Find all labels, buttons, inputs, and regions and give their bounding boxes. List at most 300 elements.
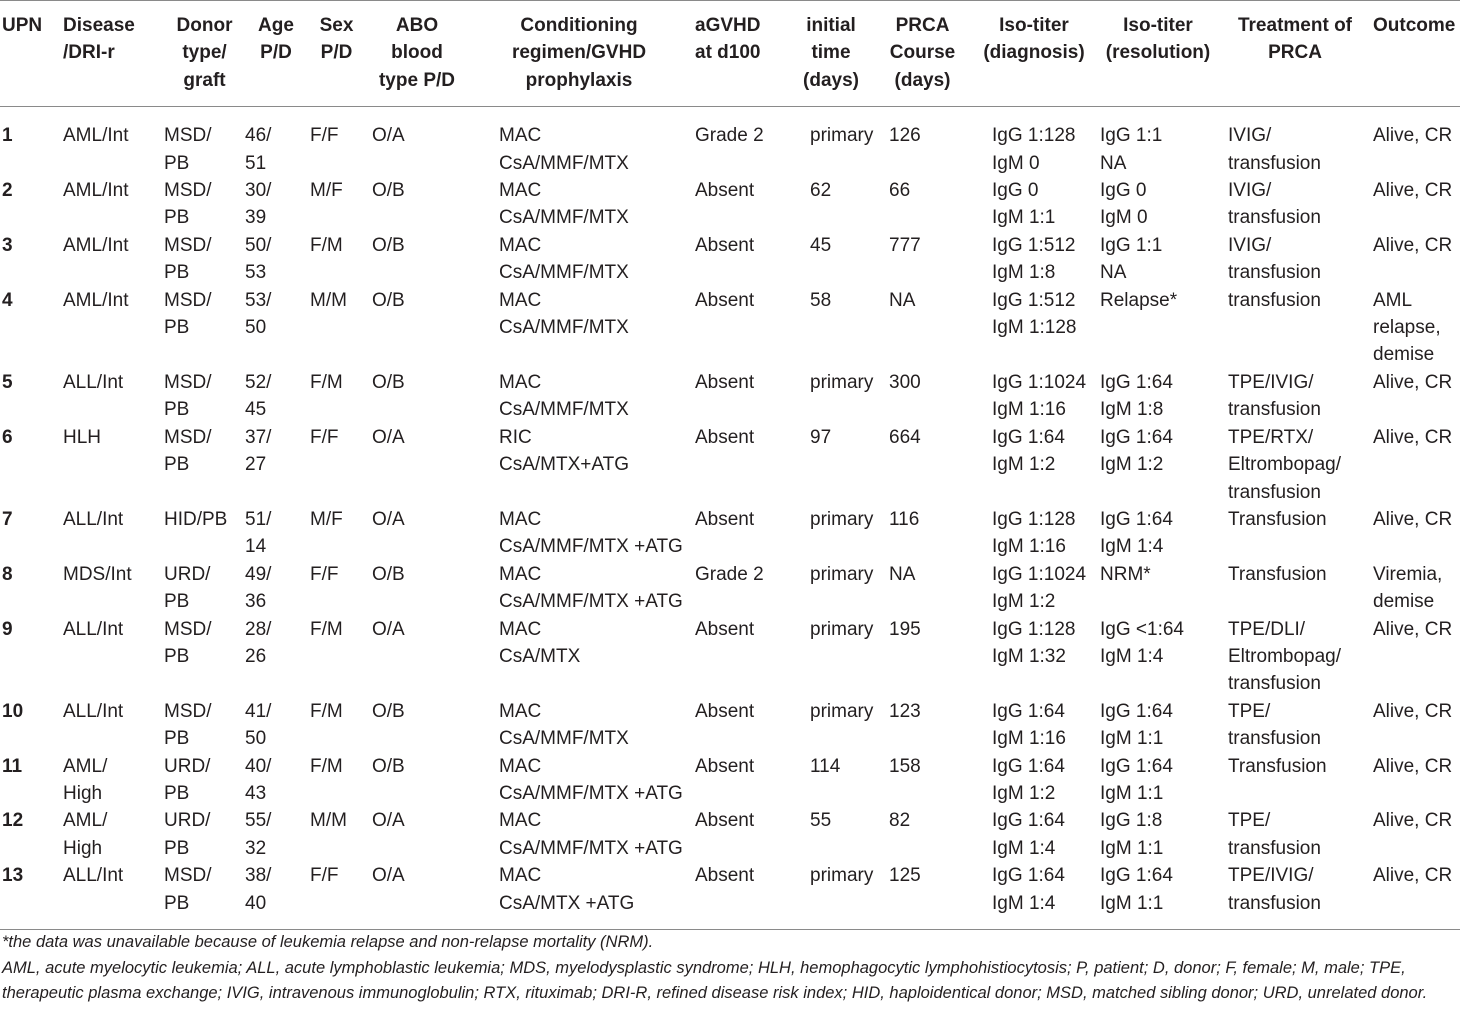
cell-iso-titer-resolution (1094, 177, 1222, 232)
cell-initial-time (791, 616, 874, 698)
cell-line: Alive, CR (1373, 234, 1453, 256)
cell-donor (159, 232, 245, 287)
cell-line: 49/ (245, 563, 272, 585)
cell-line: CsA/MMF/MTX (499, 207, 629, 229)
cell-initial-time (791, 232, 871, 287)
cell-line: M/F (310, 508, 343, 530)
cell-treatment (1222, 862, 1368, 929)
header-line: type P/D (378, 69, 456, 91)
cell-line: AML/Int (63, 289, 129, 311)
cell-line: RIC (499, 426, 532, 448)
cell-donor (159, 616, 245, 698)
cell-line: F/F (310, 865, 339, 887)
cell-iso-titer-diagnosis (974, 753, 1094, 808)
header-line: P/D (260, 42, 292, 64)
cell-line: Absent (695, 426, 755, 448)
cell-line: 40 (245, 892, 267, 914)
header-treatment (1222, 0, 1368, 107)
cell-line: Relapse* (1100, 289, 1178, 311)
cell-line: CsA/MMF/MTX (499, 262, 629, 284)
cell-line: Absent (695, 865, 755, 887)
cell-line: NRM* (1100, 563, 1151, 585)
cell-line: Transfusion (1228, 563, 1327, 585)
cell-line: O/A (372, 810, 405, 832)
cell-iso-titer-resolution (1094, 753, 1222, 808)
cell-line: MAC (499, 371, 542, 393)
cell-line: F/F (310, 426, 339, 448)
cell-line: primary (810, 125, 874, 147)
cell-line: MAC (499, 234, 542, 256)
cell-upn (0, 753, 58, 808)
cell-donor (159, 698, 245, 753)
cell-line: IgM 1:4 (992, 892, 1056, 914)
cell-abo (366, 232, 468, 287)
cell-line: TPE/IVIG/ (1228, 865, 1314, 887)
cell-line: IgG 1:64 (1100, 426, 1173, 448)
cell-upn (0, 424, 58, 506)
cell-outcome (1368, 753, 1460, 808)
cell-line: 125 (889, 865, 921, 887)
cell-initial-time (791, 561, 874, 616)
cell-age (245, 616, 307, 698)
cell-line: IgG 1:128 (992, 508, 1076, 530)
cell-line: Absent (695, 810, 755, 832)
cell-line: transfusion (1228, 673, 1321, 695)
header-line: Donor (176, 15, 233, 36)
cell-line: primary (810, 865, 874, 887)
cell-agvhd (690, 561, 791, 616)
cell-disease (58, 177, 159, 232)
cell-line: O/A (372, 618, 405, 640)
cell-conditioning (468, 616, 690, 698)
cell-line: Alive, CR (1373, 180, 1453, 202)
cell-line: 195 (889, 618, 921, 640)
upn-value: 8 (2, 563, 13, 585)
cell-line: IgM 1:2 (1100, 454, 1164, 476)
cell-outcome (1368, 107, 1460, 177)
cell-conditioning (468, 369, 690, 424)
header-line: Treatment of (1237, 15, 1353, 36)
cell-age (245, 369, 307, 424)
cell-line: 28/ (245, 618, 272, 640)
cell-line: IVIG/ (1228, 180, 1272, 202)
cell-iso-titer-diagnosis (974, 177, 1094, 232)
upn-value: 13 (2, 865, 24, 887)
cell-conditioning (468, 807, 690, 862)
cell-line: MSD/ (164, 618, 212, 640)
header-agvhd (690, 0, 791, 107)
header-line: PRCA (1268, 42, 1322, 64)
cell-upn (0, 232, 58, 287)
cell-line: NA (1100, 262, 1127, 284)
cell-treatment (1222, 698, 1368, 753)
cell-line: IgG 1:1024 (992, 563, 1087, 585)
cell-line: O/A (372, 508, 405, 530)
header-line: Age (258, 15, 294, 36)
cell-line: MSD/ (164, 426, 212, 448)
cell-line: O/A (372, 125, 405, 147)
cell-sex (307, 561, 366, 616)
cell-line: 46/ (245, 125, 272, 147)
cell-line: IgG 1:64 (1100, 371, 1173, 393)
cell-agvhd (690, 424, 791, 506)
cell-iso-titer-diagnosis (974, 862, 1094, 929)
cell-line: PB (164, 152, 190, 174)
cell-donor (159, 753, 245, 808)
cell-line: Eltrombopag/ (1228, 645, 1342, 667)
cell-line: 27 (245, 454, 267, 476)
cell-donor (159, 561, 245, 616)
cell-line: transfusion (1228, 481, 1321, 503)
cell-sex (307, 616, 366, 698)
cell-line: Alive, CR (1373, 618, 1453, 640)
cell-line: F/M (310, 234, 343, 256)
cell-line: M/F (310, 180, 343, 202)
cell-line: MSD/ (164, 865, 212, 887)
cell-initial-time (791, 107, 874, 177)
cell-line: Absent (695, 289, 755, 311)
cell-upn (0, 506, 58, 561)
cell-treatment (1222, 232, 1368, 287)
upn-value: 5 (2, 371, 13, 393)
cell-initial-time (791, 424, 871, 506)
cell-line: IgG 1:8 (1100, 810, 1163, 832)
table-row (0, 232, 1460, 287)
cell-line: URD/ (164, 755, 211, 777)
cell-line: PB (164, 645, 190, 667)
cell-line: IgM 0 (1100, 207, 1148, 229)
cell-line: transfusion (1228, 399, 1321, 421)
cell-prca-course (871, 232, 974, 287)
cell-line: URD/ (164, 563, 211, 585)
cell-upn (0, 698, 58, 753)
footnote-asterisk: *the data was unavailable because of leukemia relapse and non-relapse mortality (NRM). (2, 933, 654, 951)
header-initial-time (791, 0, 871, 107)
cell-treatment (1222, 506, 1368, 561)
header-line: UPN (2, 15, 43, 36)
cell-line: CsA/MTX (499, 645, 581, 667)
cell-line: IgM 1:1 (1100, 728, 1164, 750)
cell-sex (307, 369, 366, 424)
cell-line: 777 (889, 234, 921, 256)
cell-line: O/B (372, 755, 405, 777)
table-row (0, 287, 1460, 369)
cell-line: M/M (310, 810, 347, 832)
cell-line: F/F (310, 125, 339, 147)
cell-prca-course (871, 506, 974, 561)
header-line: Course (889, 42, 956, 64)
cell-conditioning (468, 287, 690, 369)
table-row (0, 506, 1460, 561)
cell-line: 114 (810, 755, 841, 777)
header-outcome (1368, 0, 1460, 107)
table-row (0, 862, 1460, 929)
header-line: graft (183, 69, 226, 91)
cell-line: Absent (695, 755, 755, 777)
header-disease (58, 0, 159, 107)
header-line: (days) (894, 69, 951, 91)
cell-age (245, 506, 307, 561)
table-row (0, 616, 1460, 698)
cell-line: 55/ (245, 810, 272, 832)
cell-upn (0, 107, 58, 177)
cell-line: MDS/Int (63, 563, 132, 585)
cell-line: Transfusion (1228, 755, 1327, 777)
cell-outcome (1368, 232, 1460, 287)
cell-line: Absent (695, 700, 755, 722)
cell-line: IgM 1:128 (992, 317, 1077, 339)
cell-outcome (1368, 807, 1460, 862)
cell-line: IgG 1:1024 (992, 371, 1087, 393)
cell-age (245, 232, 307, 287)
cell-line: PB (164, 782, 190, 804)
cell-outcome (1368, 698, 1460, 753)
cell-line: IgM 1:4 (992, 837, 1056, 859)
cell-line: IVIG/ (1228, 125, 1272, 147)
cell-line: primary (810, 563, 874, 585)
cell-initial-time (791, 698, 874, 753)
cell-line: 82 (889, 810, 911, 832)
header-line: Conditioning (520, 15, 638, 36)
cell-age (245, 561, 307, 616)
cell-line: 62 (810, 180, 832, 202)
cell-age (245, 424, 307, 506)
cell-disease (58, 107, 159, 177)
cell-upn (0, 561, 58, 616)
cell-line: IgG 1:64 (992, 810, 1065, 832)
cell-outcome (1368, 424, 1460, 506)
header-line: PRCA (895, 15, 950, 36)
cell-agvhd (690, 177, 791, 232)
cell-prca-course (871, 807, 974, 862)
cell-treatment (1222, 369, 1368, 424)
cell-line: 50/ (245, 234, 272, 256)
cell-initial-time (791, 807, 871, 862)
cell-outcome (1368, 561, 1460, 616)
cell-age (245, 107, 307, 177)
cell-line: transfusion (1228, 892, 1321, 914)
cell-age (245, 807, 307, 862)
cell-line: IVIG/ (1228, 234, 1272, 256)
header-line: /DRI-r (63, 42, 115, 64)
cell-line: IgG 1:64 (1100, 508, 1173, 530)
header-line: at d100 (695, 42, 761, 64)
cell-sex (307, 424, 366, 506)
cell-line: O/B (372, 563, 405, 585)
header-line: time (811, 42, 851, 64)
upn-value: 11 (2, 755, 23, 777)
cell-line: MSD/ (164, 125, 212, 147)
cell-line: TPE/RTX/ (1228, 426, 1314, 448)
cell-line: MSD/ (164, 700, 212, 722)
cell-iso-titer-resolution (1094, 807, 1222, 862)
cell-line: IgM 1:8 (1100, 399, 1164, 421)
header-conditioning (468, 0, 690, 107)
cell-line: 45 (810, 234, 832, 256)
cell-line: 55 (810, 810, 832, 832)
cell-line: O/A (372, 426, 405, 448)
cell-line: ALL/Int (63, 508, 124, 530)
cell-line: Viremia, (1373, 563, 1443, 585)
cell-conditioning (468, 753, 690, 808)
cell-iso-titer-resolution (1094, 561, 1222, 616)
cell-initial-time (791, 753, 871, 808)
cell-line: 53 (245, 262, 267, 284)
cell-line: 41/ (245, 700, 272, 722)
cell-conditioning (468, 177, 690, 232)
cell-conditioning (468, 506, 690, 561)
cell-line: 58 (810, 289, 832, 311)
cell-donor (159, 862, 245, 929)
cell-line: ALL/Int (63, 700, 124, 722)
header-prca-course (871, 0, 974, 107)
cell-line: MAC (499, 289, 542, 311)
cell-line: PB (164, 207, 190, 229)
cell-line: CsA/MTX+ATG (499, 454, 630, 476)
cell-line: IgM 1:32 (992, 645, 1066, 667)
cell-upn (0, 862, 58, 929)
upn-value: 12 (2, 810, 24, 832)
cell-line: IgM 1:4 (1100, 645, 1164, 667)
cell-line: TPE/ (1228, 810, 1271, 832)
upn-value: 2 (2, 180, 13, 202)
header-row (0, 0, 1460, 107)
cell-line: IgM 1:2 (992, 782, 1056, 804)
cell-upn (0, 807, 58, 862)
header-line: (diagnosis) (983, 42, 1085, 64)
cell-line: 40/ (245, 755, 272, 777)
cell-line: 45 (245, 399, 267, 421)
cell-line: Eltrombopag/ (1228, 454, 1342, 476)
cell-line: ALL/Int (63, 371, 124, 393)
cell-line: TPE/ (1228, 700, 1271, 722)
cell-line: CsA/MMF/MTX +ATG (499, 837, 683, 859)
cell-line: MAC (499, 563, 542, 585)
cell-conditioning (468, 561, 690, 616)
cell-abo (366, 616, 468, 698)
cell-abo (366, 177, 468, 232)
header-line: blood (391, 42, 443, 64)
cell-age (245, 862, 307, 929)
cell-abo (366, 287, 468, 369)
cell-line: O/B (372, 289, 405, 311)
table-row (0, 698, 1460, 753)
cell-donor (159, 287, 245, 369)
cell-line: IgM 1:2 (992, 454, 1056, 476)
cell-line: Absent (695, 234, 755, 256)
header-line: aGVHD (695, 15, 761, 36)
cell-donor (159, 506, 245, 561)
header-line: prophylaxis (525, 69, 633, 91)
cell-prca-course (871, 369, 974, 424)
cell-disease (58, 506, 159, 561)
cell-outcome (1368, 616, 1460, 698)
cell-line: MAC (499, 125, 542, 147)
cell-line: Grade 2 (695, 563, 764, 585)
cell-iso-titer-resolution (1094, 698, 1222, 753)
cell-abo (366, 107, 468, 177)
upn-value: 3 (2, 234, 13, 256)
cell-age (245, 287, 307, 369)
cell-line: Absent (695, 371, 755, 393)
cell-line: primary (810, 700, 874, 722)
cell-disease (58, 616, 159, 698)
cell-outcome (1368, 369, 1460, 424)
upn-value: 1 (2, 125, 13, 147)
cell-donor (159, 177, 245, 232)
cell-line: IgM 0 (992, 152, 1040, 174)
cell-line: 123 (889, 700, 921, 722)
upn-value: 6 (2, 426, 13, 448)
cell-line: TPE/DLI/ (1228, 618, 1306, 640)
cell-outcome (1368, 862, 1460, 929)
cell-line: URD/ (164, 810, 211, 832)
cell-line: IgG 1:512 (992, 234, 1076, 256)
cell-line: High (63, 837, 103, 859)
cell-line: 50 (245, 728, 267, 750)
cell-line: demise (1373, 591, 1435, 613)
cell-conditioning (468, 862, 690, 929)
cell-sex (307, 177, 366, 232)
cell-line: relapse, (1373, 317, 1441, 339)
cell-abo (366, 561, 468, 616)
cell-line: PB (164, 262, 190, 284)
cell-line: IgM 1:16 (992, 399, 1066, 421)
cell-iso-titer-resolution (1094, 232, 1222, 287)
cell-line: PB (164, 892, 190, 914)
cell-abo (366, 424, 468, 506)
cell-line: transfusion (1228, 152, 1321, 174)
cell-line: primary (810, 371, 874, 393)
cell-prca-course (871, 561, 974, 616)
table-row (0, 177, 1460, 232)
cell-line: IgG 1:1 (1100, 125, 1163, 147)
cell-agvhd (690, 807, 791, 862)
cell-line: 39 (245, 207, 267, 229)
cell-abo (366, 862, 468, 929)
cell-line: 14 (245, 536, 267, 558)
cell-initial-time (791, 177, 871, 232)
cell-line: HID/PB (164, 508, 228, 530)
cell-line: Alive, CR (1373, 700, 1453, 722)
upn-value: 4 (2, 289, 13, 311)
cell-line: PB (164, 837, 190, 859)
cell-line: Grade 2 (695, 125, 764, 147)
header-line: Iso-titer (1123, 15, 1193, 36)
cell-line: IgM 1:4 (1100, 536, 1164, 558)
cell-sex (307, 232, 366, 287)
cell-line: MSD/ (164, 180, 212, 202)
cell-line: demise (1373, 344, 1435, 366)
header-sex (307, 0, 366, 107)
cell-line: IgM 1:1 (992, 207, 1056, 229)
cell-line: IgG 1:64 (1100, 755, 1173, 777)
cell-abo (366, 753, 468, 808)
cell-line: transfusion (1228, 728, 1321, 750)
cell-agvhd (690, 232, 791, 287)
cell-donor (159, 807, 245, 862)
cell-iso-titer-diagnosis (974, 698, 1094, 753)
cell-line: NA (889, 289, 916, 311)
cell-upn (0, 287, 58, 369)
cell-line: primary (810, 508, 874, 530)
cell-line: IgG 1:128 (992, 125, 1076, 147)
cell-line: 66 (889, 180, 911, 202)
cell-agvhd (690, 287, 791, 369)
cell-line: Absent (695, 180, 755, 202)
cell-line: AML/Int (63, 234, 129, 256)
header-line: Outcome (1373, 15, 1456, 36)
